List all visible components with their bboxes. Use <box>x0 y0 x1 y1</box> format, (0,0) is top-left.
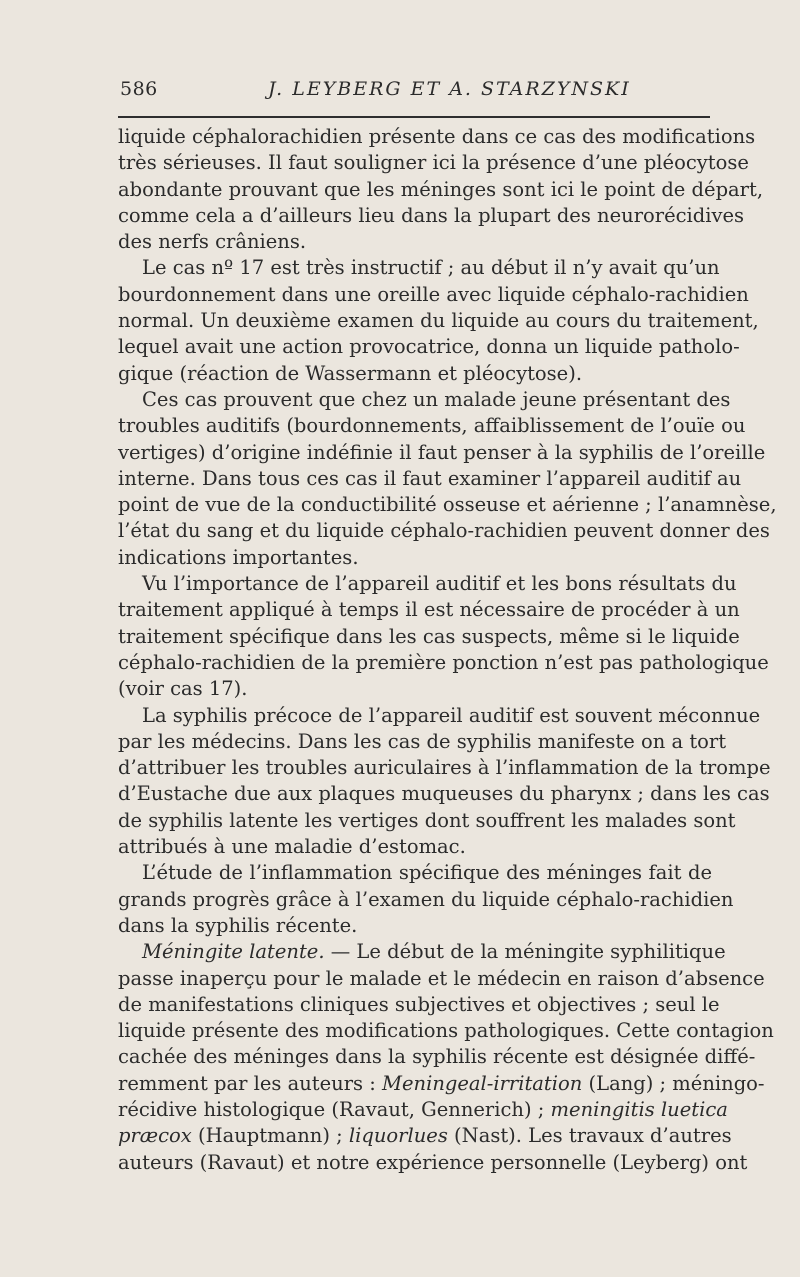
text-line <box>118 1123 732 1149</box>
text-line: bourdonnement dans une oreille avec liquide céphalo-rachidien <box>118 282 749 306</box>
page-header <box>120 78 710 106</box>
italic-term: Meningeal-irritation <box>382 1071 583 1095</box>
text-line: de syphilis latente les vertiges dont souffrent les malades sont <box>118 808 736 832</box>
text-line: d’Eustache due aux plaques muqueuses du pharynx ; dans les cas <box>118 782 770 806</box>
header-rule <box>118 116 710 118</box>
section-heading-italic: Méningite latente. <box>142 940 325 964</box>
text-line: traitement appliqué à temps il est nécessaire de procéder à un <box>118 598 740 622</box>
text-line: point de vue de la conductibilité osseuse et aérienne ; l’anamnèse, <box>118 493 777 517</box>
text-fragment: (Lang) ; méningo- <box>582 1071 765 1095</box>
text-fragment: (Nast). Les travaux d’autres <box>447 1124 732 1148</box>
text-line: céphalo-rachidien de la première ponction n’est pas pathologique <box>118 650 769 674</box>
text-line: l’état du sang et du liquide céphalo-rachidien peuvent donner des <box>118 519 770 543</box>
text-line: des nerfs crâniens. <box>118 230 307 254</box>
text-line: normal. Un deuxième examen du liquide au cours du traitement, <box>118 309 759 333</box>
text-line: Vu l’importance de l’appareil auditif et les bons résultats du <box>142 572 737 596</box>
running-head: J. LEYBERG ET A. STARZYNSKI <box>268 78 631 100</box>
text-line <box>118 939 726 965</box>
text-line: interne. Dans tous ces cas il faut examiner l’appareil auditif au <box>118 466 742 490</box>
text-line <box>118 1097 728 1123</box>
text-line: Le cas nº 17 est très instructif ; au début il n’y avait qu’un <box>142 256 720 280</box>
text-fragment: (Hauptmann) ; <box>191 1124 349 1148</box>
text-line: Ces cas prouvent que chez un malade jeune présentant des <box>142 387 731 411</box>
text-line: lequel avait une action provocatrice, donna un liquide patholo- <box>118 335 740 359</box>
text-line: traitement spécifique dans les cas suspects, même si le liquide <box>118 624 740 648</box>
text-line: L’étude de l’inflammation spécifique des méninges fait de <box>142 861 712 885</box>
text-line: d’attribuer les troubles auriculaires à l’inflammation de la trompe <box>118 756 771 780</box>
text-line: indications importantes. <box>118 545 359 569</box>
text-line: (voir cas 17). <box>118 677 248 701</box>
text-line: liquide céphalorachidien présente dans ce cas des modifications <box>118 125 756 148</box>
text-line: troubles auditifs (bourdonnements, affaiblissement de l’ouïe ou <box>118 414 746 438</box>
text-line: liquide présente des modifications pathologiques. Cette contagion <box>118 1019 774 1043</box>
text-line: gique (réaction de Wassermann et pléocytose). <box>118 361 583 385</box>
text-fragment: — Le début de la méningite syphilitique <box>330 940 726 964</box>
text-line: cachée des méninges dans la syphilis récente est désignée diffé- <box>118 1045 756 1069</box>
text-line: auteurs (Ravaut) et notre expérience personnelle (Leyberg) ont <box>118 1150 748 1174</box>
text-line: très sérieuses. Il faut souligner ici la présence d’une pléocytose <box>118 151 749 175</box>
body-text <box>118 124 777 1176</box>
italic-term: meningitis luetica <box>550 1097 728 1121</box>
text-line: La syphilis précoce de l’appareil auditif est souvent méconnue <box>142 703 761 727</box>
text-line: vertiges) d’origine indéfinie il faut penser à la syphilis de l’oreille <box>118 440 766 464</box>
text-fragment: remment par les auteurs : <box>118 1071 383 1095</box>
text-line: par les médecins. Dans les cas de syphilis manifeste on a tort <box>118 729 727 753</box>
text-line <box>118 1071 765 1097</box>
text-line: attribués à une maladie d’estomac. <box>118 835 466 859</box>
text-line: comme cela a d’ailleurs lieu dans la plupart des neurorécidives <box>118 203 745 227</box>
text-line: dans la syphilis récente. <box>118 913 358 937</box>
italic-term: præcox <box>118 1124 192 1148</box>
italic-term: liquorlues <box>348 1124 448 1148</box>
text-line: abondante prouvant que les méninges sont ici le point de départ, <box>118 177 764 201</box>
text-line: passe inaperçu pour le malade et le médecin en raison d’absence <box>118 966 765 990</box>
text-line: grands progrès grâce à l’examen du liquide céphalo-rachidien <box>118 887 734 911</box>
text-line: de manifestations cliniques subjectives et objectives ; seul le <box>118 992 720 1016</box>
page-number: 586 <box>120 78 158 100</box>
text-fragment: récidive histologique (Ravaut, Gennerich) ; <box>118 1097 551 1121</box>
